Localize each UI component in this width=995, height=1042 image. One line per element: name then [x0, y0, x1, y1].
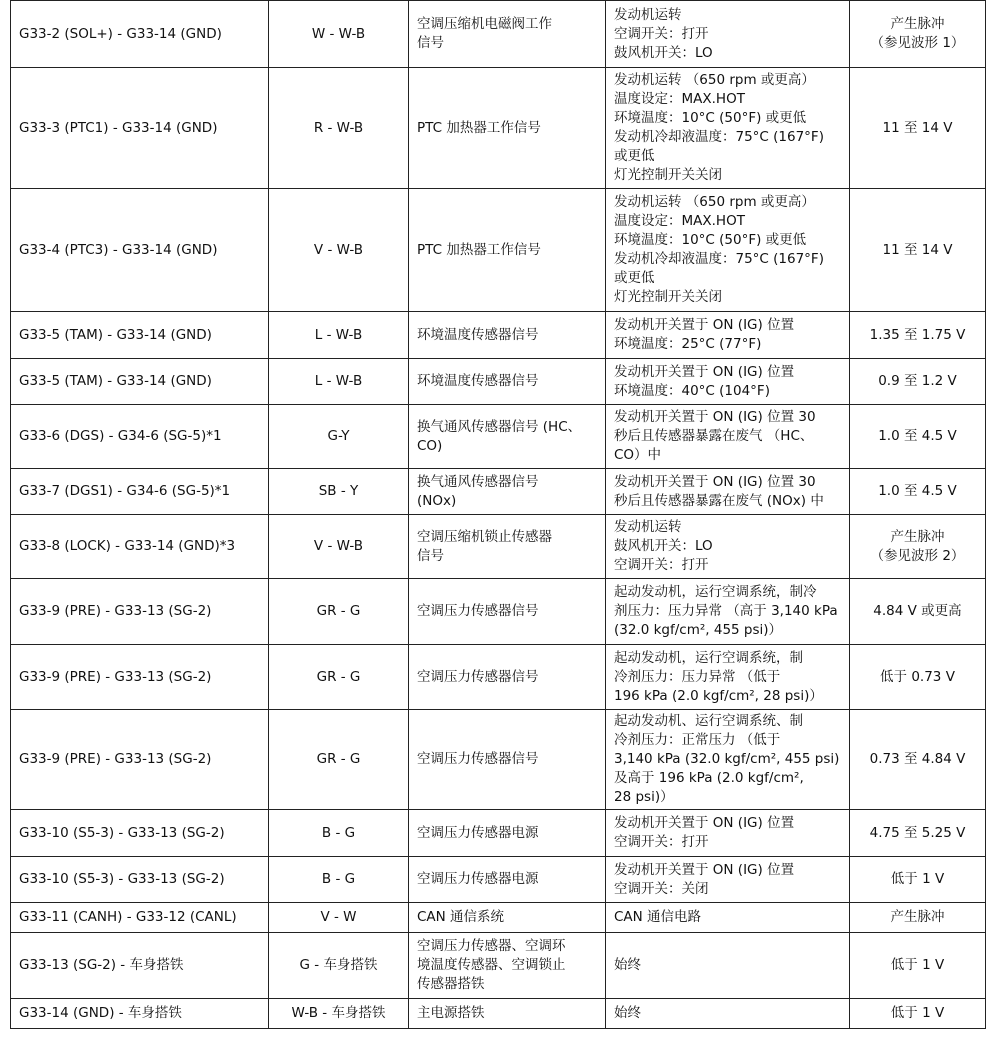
terminal-description-cell: PTC 加热器工作信号 — [409, 68, 606, 189]
wire-color-cell: W - W-B — [269, 1, 409, 68]
condition-cell: 起动发动机，运行空调系统，制冷 剂压力：压力异常 （高于 3,140 kPa (32.0 kgf/cm², 455 psi)） — [606, 579, 850, 645]
terminal-description-cell: 空调压力传感器信号 — [409, 710, 606, 810]
table-row — [11, 312, 986, 359]
terminal-cell: G33-6 (DGS) - G34-6 (SG-5)*1 — [11, 405, 269, 469]
terminal-cell: G33-10 (S5-3) - G33-13 (SG-2) — [11, 810, 269, 857]
terminal-cell: G33-14 (GND) - 车身搭铁 — [11, 999, 269, 1029]
condition-cell: 发动机开关置于 ON (IG) 位置 30 秒后且传感器暴露在废气 (NOx) 中 — [606, 469, 850, 515]
terminal-description-cell: 空调压力传感器信号 — [409, 579, 606, 645]
wire-color-cell: V - W — [269, 903, 409, 933]
specified-condition-cell: 1.0 至 4.5 V — [850, 469, 986, 515]
table-row — [11, 710, 986, 810]
terminal-cell: G33-11 (CANH) - G33-12 (CANL) — [11, 903, 269, 933]
table-row — [11, 515, 986, 579]
wire-color-cell: L - W-B — [269, 312, 409, 359]
specified-condition-cell: 1.35 至 1.75 V — [850, 312, 986, 359]
condition-cell: 始终 — [606, 999, 850, 1029]
terminal-cell: G33-9 (PRE) - G33-13 (SG-2) — [11, 579, 269, 645]
terminal-cell: G33-2 (SOL+) - G33-14 (GND) — [11, 1, 269, 68]
wire-color-cell: SB - Y — [269, 469, 409, 515]
terminal-description-cell: 空调压力传感器、空调环 境温度传感器、空调锁止 传感器搭铁 — [409, 933, 606, 999]
wire-color-cell: G-Y — [269, 405, 409, 469]
wire-color-cell: R - W-B — [269, 68, 409, 189]
table-row — [11, 68, 986, 189]
specified-condition-cell: 低于 0.73 V — [850, 645, 986, 710]
table-row — [11, 645, 986, 710]
specified-condition-cell: 4.75 至 5.25 V — [850, 810, 986, 857]
table-row — [11, 189, 986, 312]
table-row — [11, 999, 986, 1029]
table-row — [11, 810, 986, 857]
condition-cell: 发动机运转 空调开关：打开 鼓风机开关：LO — [606, 1, 850, 68]
wire-color-cell: GR - G — [269, 645, 409, 710]
terminal-description-cell: 换气通风传感器信号 (HC、 CO) — [409, 405, 606, 469]
terminal-description-cell: 空调压缩机电磁阀工作 信号 — [409, 1, 606, 68]
terminal-cell: G33-4 (PTC3) - G33-14 (GND) — [11, 189, 269, 312]
terminal-spec-table — [10, 0, 986, 1029]
wire-color-cell: B - G — [269, 810, 409, 857]
condition-cell: 起动发动机、运行空调系统、制 冷剂压力：正常压力 （低于 3,140 kPa (32.0 kgf/cm², 455 psi) 及高于 196 kPa (2.0 kgf/cm², 28 psi)） — [606, 710, 850, 810]
condition-cell: 发动机开关置于 ON (IG) 位置 环境温度：40°C (104°F) — [606, 359, 850, 405]
condition-cell: 发动机运转 鼓风机开关：LO 空调开关：打开 — [606, 515, 850, 579]
wire-color-cell: GR - G — [269, 579, 409, 645]
condition-cell: CAN 通信电路 — [606, 903, 850, 933]
terminal-cell: G33-3 (PTC1) - G33-14 (GND) — [11, 68, 269, 189]
table-row — [11, 933, 986, 999]
condition-cell: 发动机开关置于 ON (IG) 位置 空调开关：打开 — [606, 810, 850, 857]
terminal-cell: G33-8 (LOCK) - G33-14 (GND)*3 — [11, 515, 269, 579]
specified-condition-cell: 1.0 至 4.5 V — [850, 405, 986, 469]
wire-color-cell: G - 车身搭铁 — [269, 933, 409, 999]
terminal-cell: G33-9 (PRE) - G33-13 (SG-2) — [11, 645, 269, 710]
terminal-description-cell: 空调压缩机锁止传感器 信号 — [409, 515, 606, 579]
condition-cell: 发动机开关置于 ON (IG) 位置 环境温度：25°C (77°F) — [606, 312, 850, 359]
table-body — [11, 1, 986, 1029]
terminal-description-cell: PTC 加热器工作信号 — [409, 189, 606, 312]
table-row — [11, 405, 986, 469]
specified-condition-cell: 4.84 V 或更高 — [850, 579, 986, 645]
specified-condition-cell: 0.9 至 1.2 V — [850, 359, 986, 405]
wire-color-cell: L - W-B — [269, 359, 409, 405]
condition-cell: 发动机运转 （650 rpm 或更高） 温度设定：MAX.HOT 环境温度：10°C (50°F) 或更低 发动机冷却液温度：75°C (167°F) 或更低 灯光控制开关关闭 — [606, 189, 850, 312]
table-row — [11, 469, 986, 515]
specified-condition-cell: 0.73 至 4.84 V — [850, 710, 986, 810]
terminal-cell: G33-5 (TAM) - G33-14 (GND) — [11, 359, 269, 405]
specified-condition-cell: 11 至 14 V — [850, 68, 986, 189]
terminal-description-cell: 空调压力传感器电源 — [409, 810, 606, 857]
table-row — [11, 1, 986, 68]
condition-cell: 发动机开关置于 ON (IG) 位置 30 秒后且传感器暴露在废气 （HC、 CO）中 — [606, 405, 850, 469]
specified-condition-cell: 产生脉冲 （参见波形 2） — [850, 515, 986, 579]
specified-condition-cell: 11 至 14 V — [850, 189, 986, 312]
wire-color-cell: GR - G — [269, 710, 409, 810]
condition-cell: 发动机开关置于 ON (IG) 位置 空调开关：关闭 — [606, 857, 850, 903]
condition-cell: 发动机运转 （650 rpm 或更高） 温度设定：MAX.HOT 环境温度：10°C (50°F) 或更低 发动机冷却液温度：75°C (167°F) 或更低 灯光控制开关关闭 — [606, 68, 850, 189]
condition-cell: 始终 — [606, 933, 850, 999]
terminal-description-cell: 换气通风传感器信号 (NOx) — [409, 469, 606, 515]
condition-cell: 起动发动机，运行空调系统，制 冷剂压力：压力异常 （低于 196 kPa (2.0 kgf/cm², 28 psi)） — [606, 645, 850, 710]
specified-condition-cell: 低于 1 V — [850, 857, 986, 903]
terminal-description-cell: 环境温度传感器信号 — [409, 312, 606, 359]
terminal-description-cell: CAN 通信系统 — [409, 903, 606, 933]
terminal-cell: G33-9 (PRE) - G33-13 (SG-2) — [11, 710, 269, 810]
terminal-cell: G33-13 (SG-2) - 车身搭铁 — [11, 933, 269, 999]
terminal-cell: G33-7 (DGS1) - G34-6 (SG-5)*1 — [11, 469, 269, 515]
terminal-description-cell: 主电源搭铁 — [409, 999, 606, 1029]
terminal-cell: G33-5 (TAM) - G33-14 (GND) — [11, 312, 269, 359]
table-row — [11, 857, 986, 903]
specified-condition-cell: 低于 1 V — [850, 933, 986, 999]
table-row — [11, 359, 986, 405]
specified-condition-cell: 产生脉冲 （参见波形 1） — [850, 1, 986, 68]
wire-color-cell: W-B - 车身搭铁 — [269, 999, 409, 1029]
terminal-description-cell: 空调压力传感器电源 — [409, 857, 606, 903]
wire-color-cell: B - G — [269, 857, 409, 903]
wire-color-cell: V - W-B — [269, 189, 409, 312]
terminal-description-cell: 空调压力传感器信号 — [409, 645, 606, 710]
table-row — [11, 579, 986, 645]
table-row — [11, 903, 986, 933]
terminal-description-cell: 环境温度传感器信号 — [409, 359, 606, 405]
specified-condition-cell: 产生脉冲 — [850, 903, 986, 933]
specified-condition-cell: 低于 1 V — [850, 999, 986, 1029]
wire-color-cell: V - W-B — [269, 515, 409, 579]
terminal-cell: G33-10 (S5-3) - G33-13 (SG-2) — [11, 857, 269, 903]
